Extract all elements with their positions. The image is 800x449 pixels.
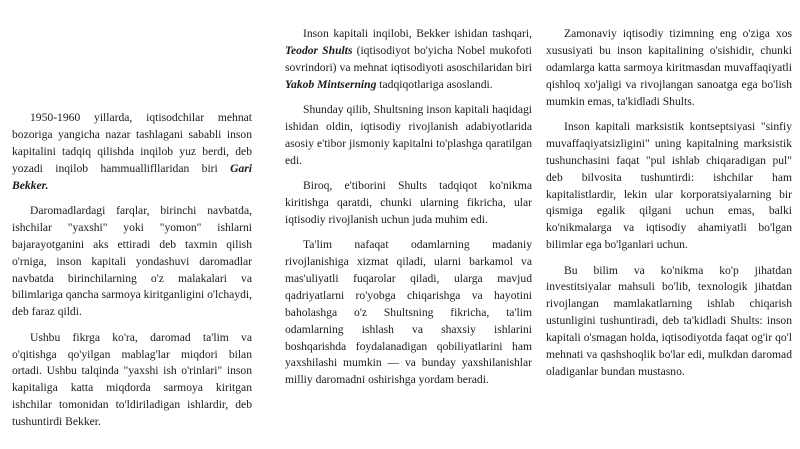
emphasized-name: Yakob Mintserning bbox=[285, 77, 377, 91]
text-run: Daromadlardagi farqlar, birinchi navbatda, ishchilar "yaxshi" yoki "yomon" ishlarni bajarayotganini aks ettiradi deb taxmin qilish o'rniga, inson kapitali yondashuvi daromadlar navbatda birinchilarning o'z malakalari va bilimlariga qancha sarmoya kiritganligini o'lchaydi, deb faraz qildi. bbox=[12, 203, 253, 319]
text-run: Biroq, e'tiborini Shults tadqiqot ko'nikma kiritishga qaratdi, chunki ularning fikricha, ular iqtisodiy rivojlanish uchun juda muhim edi. bbox=[285, 179, 532, 226]
paragraph bbox=[12, 203, 252, 321]
text-run: 1950-1960 yillarda, iqtisodchilar mehnat bozoriga yangicha nazar tashlagani sababli inson kapitalini tadqiq qilishda inqilob yuz berdi, deb yozadi inqilob hammuallifllaridan biri bbox=[12, 111, 252, 175]
text-run: Zamonaviy iqtisodiy tizimning eng o'ziga xos xususiyati bu inson kapitalining o'sishidir, chunki odamlarga katta sarmoya kiritmasdan muvaffaqiyatli qishloq xo'jaligi va rivojlangan sanoatga ega bo'lish mumkin emas, ta'kidladi Shults. bbox=[546, 27, 792, 108]
emphasized-name: Gari Bekker. bbox=[12, 161, 252, 192]
text-column-2 bbox=[285, 26, 532, 398]
text-run: Shunday qilib, Shultsning inson kapitali haqidagi ishidan oldin, iqtisodiy rivojlanish adabiyotlarida asosiy e'tibor jismoniy kapitalni to'plashga qaratilgan edi. bbox=[285, 103, 532, 167]
text-run: Bu bilim va ko'nikma ko'p jihatdan investitsiyalar mahsuli bo'lib, texnologik jihatdan rivojlangan mamlakatlarning ishlab chiqarish ustunligini tushuntiradi, deb ta'kidladi Shults: inson kapitali o'smagan holda, iqtisodiyotda faqat og'ir qo'l mehnati va qashshoqlik bo'lar edi, mulkdan daromad oladiganlar bundan mustasno. bbox=[546, 263, 792, 378]
paragraph bbox=[546, 26, 792, 111]
text-column-3 bbox=[546, 26, 792, 389]
paragraph bbox=[546, 119, 792, 254]
text-run: Inson kapitali inqilobi, Bekker ishidan tashqari, bbox=[303, 27, 532, 40]
paragraph bbox=[285, 178, 532, 229]
paragraph bbox=[285, 237, 532, 389]
paragraph bbox=[12, 330, 252, 431]
paragraph bbox=[12, 110, 252, 195]
text-run: (iqtisodiyot bo'yicha Nobel mukofoti sovrindori) va mehnat iqtisodiyoti asoschilaridan biri bbox=[285, 43, 533, 74]
text-run: tadqiqotlariga asoslandi. bbox=[376, 77, 493, 91]
text-run: Ushbu fikrga ko'ra, daromad ta'lim va o'qitishga qo'yilgan mablag'lar miqdori bilan ortadi. Ushbu talqinda "yaxshi ish o'rinlari" inson kapitaliga katta miqdorda sarmoya kiritgan ishchilar tomonidan to'ldiriladigan ishlardir, deb tushuntirdi Bekker. bbox=[12, 330, 252, 429]
paragraph bbox=[285, 26, 532, 94]
text-column-1 bbox=[12, 110, 252, 439]
text-run: Inson kapitali marksistik kontseptsiyasi "sinfiy muvaffaqiyatsizligini" uning kapitalning marksistik tushunchasini faqat "pul ishlab chiqaradigan pul" deb bilvosita tushuntirdi: ishchilar ham kapitalistlardir, lekin ular korporatsiyalarning bir qismiga egalik qilgani uchun emas, balki ko'nikmalarga va iqtisodiy ahamiyatli bo'lgan bilimlar ega bo'lganlari uchun. bbox=[546, 119, 792, 252]
emphasized-name: Teodor Shults bbox=[285, 43, 353, 57]
text-run: Ta'lim nafaqat odamlarning madaniy rivojlanishiga xizmat qiladi, ularni barkamol va mas'uliyatli fuqarolar qiladi, ularga mavjud qadriyatlarni ro'yobga chiqarishga va hayotini baholashga o'z Shultsning fikricha, ta'lim odamlarning ishlash va shaxsiy ishlarini boshqarishda foydalanadigan qobiliyatlarini ham yaxshilashi mumkin — va bunday yaxshilanishlar milliy daromadni oshirishga yordam beradi. bbox=[285, 238, 532, 387]
paragraph bbox=[285, 102, 532, 170]
paragraph bbox=[546, 263, 792, 381]
